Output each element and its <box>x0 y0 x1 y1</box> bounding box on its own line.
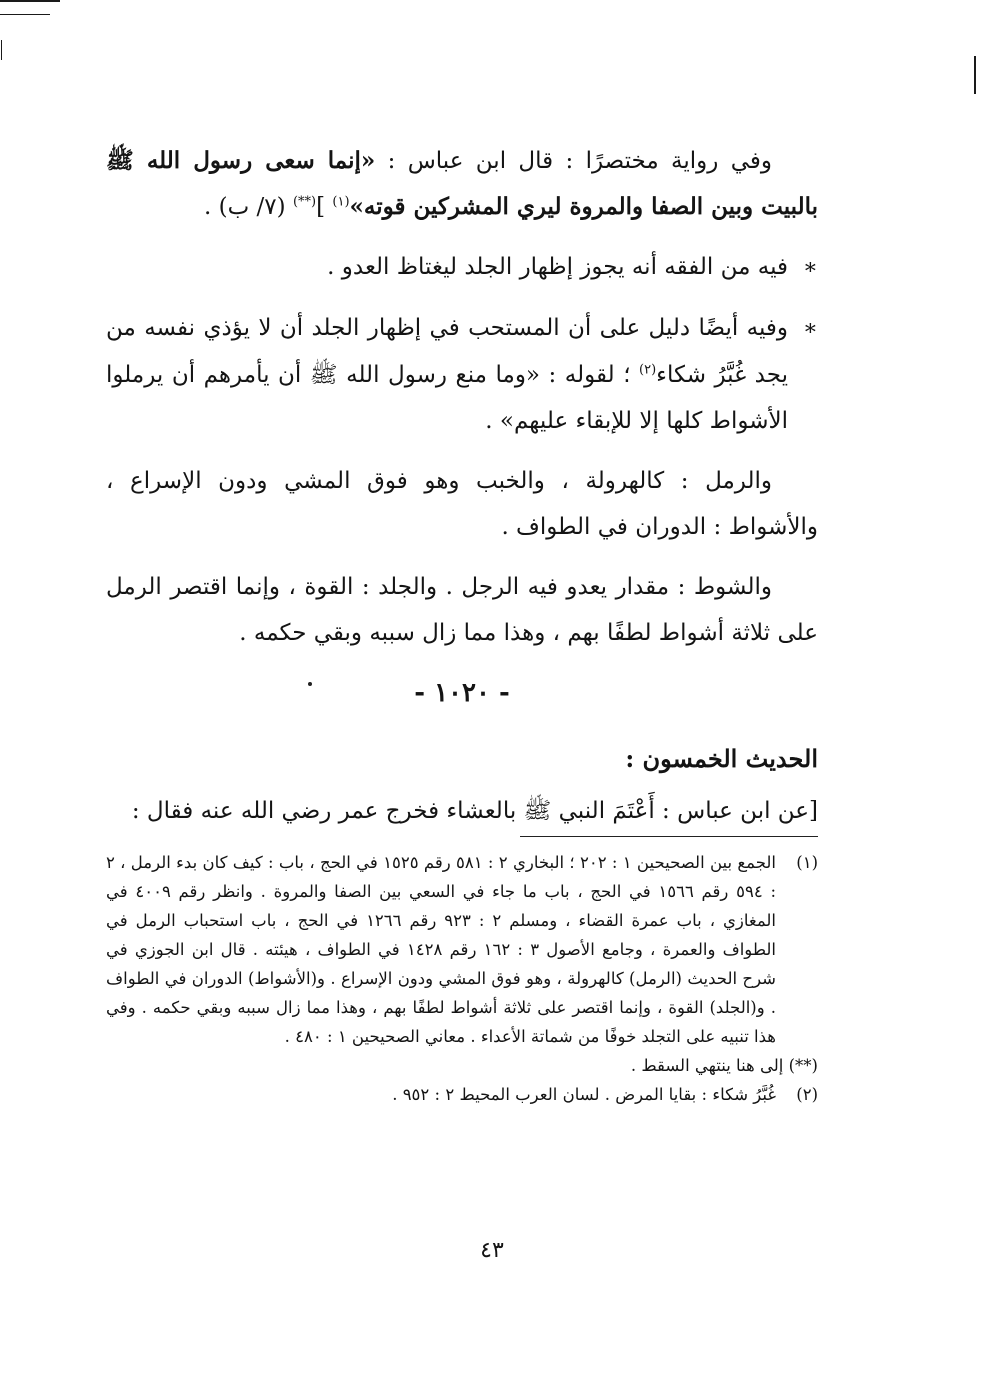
paragraph-4: والرمل : كالهرولة ، والخبب وهو فوق المشي ودون الإسراع ، والأشواط : الدوران في الطواف . <box>106 468 818 540</box>
paragraph-5: والشوط : مقدار يعدو فيه الرجل . والجلد : القوة ، وإنما اقتصر الرمل على ثلاثة أشواط لطفًا بهم ، وهذا مما زال سببه وبقي حكمه . <box>106 574 818 646</box>
scan-edge-mark <box>974 56 976 94</box>
footnote-2 <box>106 1080 818 1109</box>
paragraph-3-text-b: ؛ لقوله : «وما منع رسول الله ﷺ أن يأمرهم أن يرملوا الأشواط كلها إلا للإبقاء عليهم» . <box>106 362 788 434</box>
footnotes <box>106 848 818 1109</box>
paragraph-6: [عن ابن عباس : أَعْتَمَ النبي ﷺ بالعشاء فخرج عمر رضي الله عنه فقال : <box>131 798 818 824</box>
scan-edge-mark <box>1 40 2 60</box>
paragraph-3-text-a: وفيه أيضًا دليل على أن المستحب في إظهار الجلد أن لا يؤذي نفسه من يجد غُبَّرُ شكاء <box>106 315 788 388</box>
manuscript-ref: (٧/ ب) . <box>203 194 293 220</box>
paragraph-1-quote: «إنما سعى رسول الله ﷺ بالبيت وبين الصفا والمروة ليري المشركين قوته» <box>106 147 818 220</box>
footnote-ref-star: (**) <box>292 194 317 210</box>
footnote-1-number: (١) <box>796 853 818 872</box>
page-number: ٤٣ <box>480 1238 504 1263</box>
main-text <box>106 138 818 848</box>
footnote-star: (**) إلى هنا ينتهي السقط . <box>630 1056 818 1075</box>
footnote-1-text: الجمع بين الصحيحين ١ : ٢٠٢ ؛ البخاري ٢ : ٥٨١ رقم ١٥٢٥ في الحج ، باب : كيف كان بدء الرمل ، ٢ : ٥٩٤ رقم ١٥٦٦ في الحج ، باب ما جاء في السعي بين الصفا والمروة . وانظر رقم ٤٠٠٩ في المغازي ، باب عمرة القضاء ، ومسلم ٢ : ٩٢٣ رقم ١٢٦٦ في الحج ، باب استحباب الرمل في الطواف والعمرة ، وجامع الأصول ٣ : ١٦٢ رقم ١٤٢٨ في الطواف ، هيئته . قال ابن الجوزي في شرح الحديث (الرمل) كالهرولة ، وهو فوق المشي ودون الإسراع . و(الأشواط) الدوران في الطواف . و(الجلد) القوة ، وإنما اقتصر على ثلاثة أشواط لطفًا بهم ، وهذا مما زال سببه وبقي حكمه . وفي هذا تنبيه على التجلد خوفًا من شماتة الأعداء . معاني الصحيحين ١ : ٤٨٠ . <box>106 853 777 1046</box>
paragraph-2 <box>106 244 818 291</box>
paragraph-1 <box>106 138 818 230</box>
footnote-2-number: (٢) <box>796 1085 818 1104</box>
footnote-separator <box>520 836 818 837</box>
stray-dot <box>308 682 312 686</box>
scan-edge-mark <box>0 0 60 2</box>
asterisk-bullet-icon: ∗ <box>803 255 818 280</box>
footnote-2-text: غُبَّرُ شكاء : بقايا المرض . لسان العرب المحيط ٢ : ٩٥٢ . <box>392 1085 776 1104</box>
hadith-number: - ١٠٢٠ - <box>414 678 510 708</box>
bracket-close: ] <box>316 194 333 220</box>
paragraph-2-text: فيه من الفقه أنه يجوز إظهار الجلد ليغتاظ العدو . <box>327 254 788 280</box>
section-heading: الحديث الخمسون : <box>625 744 818 773</box>
footnote-ref-2: (٢) <box>639 362 657 378</box>
footnote-1 <box>106 848 818 1051</box>
footnote-ref-1: (١) <box>332 194 350 210</box>
paragraph-3 <box>106 305 818 444</box>
asterisk-bullet-icon: ∗ <box>803 316 818 341</box>
scan-edge-mark <box>0 14 50 15</box>
paragraph-1-lead: وفي رواية مختصرًا : قال ابن عباس : <box>375 148 772 174</box>
